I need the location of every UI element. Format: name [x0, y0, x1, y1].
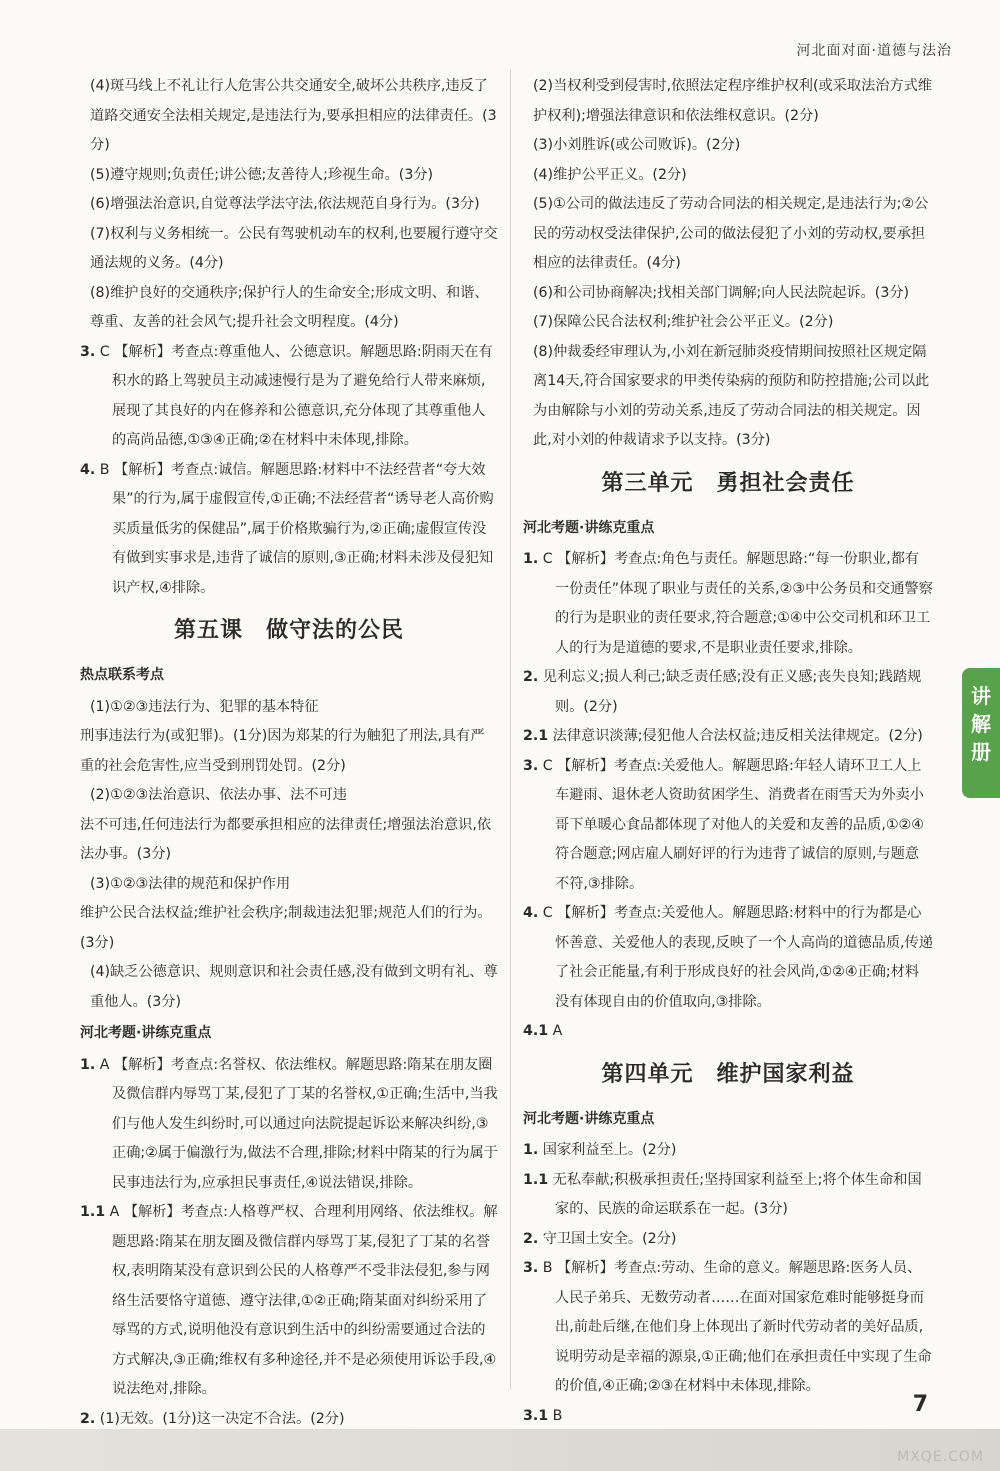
answer-paragraph: 法不可违,任何违法行为都要承担相应的法律责任;增强法治意识,依法办事。(3分)	[80, 816, 492, 862]
answer-text: C 【解析】考查点:角色与责任。解题思路:“每一份职业,都有一份责任”体现了职业与责任的关系,②③中公务员和交通警察的行为是职业的责任要求,符合题意;①④中公交司机和环卫工人的行为是道德的要求,不是职业责任要求,排除。	[538, 551, 933, 656]
answer-text: C 【解析】考查点:关爱他人。解题思路:年轻人请环卫工人上车避雨、退休老人资助贫困学生、消费者在雨雪天为外卖小哥下单暖心食品都体现了对他人的关爱和友善的品质,①②④符合题意;网店雇人刷好评的行为违背了诚信的原则,与题意不符,③排除。	[538, 757, 924, 892]
running-header: 河北面对面·道德与法治	[796, 43, 952, 59]
question-number: 1.	[523, 551, 539, 567]
answer-paragraph: (8)仲裁委经审理认为,小刘在新冠肺炎疫情期间按照社区规定隔离14天,符合国家要求的甲类传染病的预防和防控措施;公司以此为由解除与小刘的劳动关系,违反了劳动合同法的相关规定。因此,对小刘的仲裁请求予以支持。(3分)	[533, 343, 930, 448]
question-number: 1.	[80, 1056, 96, 1073]
answer-text: A 【解析】考查点:人格尊严权、合理利用网络、依法维权。解题思路:隋某在朋友圈及微信群内辱骂丁某,侵犯了丁某的名誉权,表明隋某没有意识到公民的人格尊严不受非法侵犯,参与网络生活要恪守道德、遵守法律,①②正确;隋某面对纠纷采用了辱骂的方式,说明他没有意识到生活中的纠纷需要通过合法的方式解决,③正确;维权有多种途径,并不是必须使用诉讼手段,④说法绝对,排除。	[105, 1204, 498, 1397]
watermark: MXQE.COM	[897, 1449, 984, 1465]
question-number: 2.	[80, 1410, 96, 1427]
left-column	[80, 72, 498, 1434]
answer-item	[523, 722, 933, 752]
subsection-label: 河北考题·讲练克重点	[523, 1110, 655, 1127]
answer-text: A 【解析】考查点:名誉权、依法维权。解题思路:隋某在朋友圈及微信群内辱骂丁某,侵犯了丁某的名誉权,①正确;生活中,当我们与他人发生纠纷时,可以通过向法院提起诉讼来解决纠纷,③正确;②属于偏激行为,做法不合理,排除;材料中隋某的行为属于民事违法行为,应承担民事责任,④说法错误,排除。	[95, 1056, 498, 1191]
answer-text: A	[548, 1023, 563, 1039]
question-number: 2.	[523, 669, 539, 685]
question-number: 1.1	[523, 1171, 549, 1188]
question-number: 3.1	[523, 1407, 549, 1424]
answer-paragraph: (2)①②③法治意识、依法办事、法不可违	[90, 787, 347, 803]
answer-paragraph: 维护公民合法权益;维护社会秩序;制裁违法犯罪;规范人们的行为。(3分)	[80, 905, 492, 951]
question-number: 4.	[523, 905, 539, 921]
answer-item	[523, 1254, 933, 1402]
answer-item	[523, 899, 933, 1017]
answer-item	[80, 1198, 498, 1405]
question-number: 4.	[80, 461, 96, 478]
question-number: 1.1	[80, 1204, 106, 1220]
answer-item	[523, 1017, 933, 1047]
question-number: 2.	[523, 1230, 539, 1247]
section-tab[interactable]	[962, 668, 1000, 798]
answer-item	[80, 456, 498, 604]
answer-item	[523, 752, 933, 900]
subsection-label: 河北考题·讲练克重点	[523, 519, 655, 536]
section-tab-char: 册	[971, 740, 991, 764]
footer-bar	[0, 1429, 1000, 1471]
answer-text: (1)无效。(1分)这一决定不合法。(2分)	[95, 1410, 345, 1427]
answer-paragraph: (7)权利与义务相统一。公民有驾驶机动车的权利,也要履行遵守交通法规的义务。(4分)	[90, 225, 498, 271]
section-heading: 第五课 做守法的公民	[173, 618, 404, 643]
answer-item	[80, 338, 498, 456]
answer-item	[523, 1225, 933, 1255]
answer-item	[523, 545, 933, 663]
subsection-label: 河北考题·讲练克重点	[80, 1025, 212, 1041]
question-number: 1.	[523, 1142, 539, 1158]
page-number: 7	[912, 1392, 928, 1417]
subsection-label: 热点联系考点	[80, 667, 164, 683]
answer-text: C 【解析】考查点:尊重他人、公德意识。解题思路:阴雨天在有积水的路上驾驶员主动减速慢行是为了避免给行人带来麻烦,展现了其良好的内在修养和公德意识,充分体现了其尊重他人的高尚品德,①③④正确;②在材料中未体现,排除。	[95, 343, 493, 448]
answer-item	[523, 1402, 933, 1432]
section-tab-char: 讲	[971, 684, 991, 708]
answer-text: B 【解析】考查点:诚信。解题思路:材料中不法经营者“夸大效果”的行为,属于虚假宣传,①正确;不法经营者“诱导老人高价购买质量低劣的保健品”,属于价格欺骗行为,②正确;虚假宣传没有做到实事求是,违背了诚信的原则,③正确;材料未涉及侵犯知识产权,④排除。	[95, 461, 494, 596]
answer-paragraph: (5)①公司的做法违反了劳动合同法的相关规定,是违法行为;②公民的劳动权受法律保护,公司的做法侵犯了小刘的劳动权,要承担相应的法律责任。(4分)	[533, 196, 929, 271]
answer-paragraph: (2)当权利受到侵害时,依照法定程序维护权利(或采取法治方式维护权利);增强法律意识和依法维权意识。(2分)	[533, 78, 933, 124]
section-heading: 第三单元 勇担社会责任	[601, 470, 855, 496]
answer-paragraph: (7)保障公民合法权利;维护社会公平正义。(2分)	[533, 314, 834, 330]
answer-text: 见利忘义;损人利己;缺乏责任感;没有正义感;丧失良知;践踏规则。(2分)	[538, 669, 922, 715]
answer-paragraph: (6)和公司协商解决;找相关部门调解;向人民法院起诉。(3分)	[533, 284, 910, 301]
answer-text: 守卫国土安全。(2分)	[538, 1230, 677, 1247]
answer-text: B	[548, 1407, 563, 1424]
question-number: 4.1	[523, 1023, 549, 1039]
section-tab-char: 解	[971, 712, 991, 736]
answer-text: 法律意识淡薄;侵犯他人合法权益;违反相关法律规定。(2分)	[548, 728, 923, 744]
answer-text: 无私奉献;积极承担责任;坚持国家利益至上;将个体生命和国家的、民族的命运联系在一起。(3分)	[548, 1171, 922, 1217]
answer-item	[523, 663, 933, 722]
question-number: 2.1	[523, 728, 549, 744]
question-number: 3.	[523, 1260, 539, 1276]
section-heading: 第四单元 维护国家利益	[601, 1061, 855, 1087]
question-number: 3.	[523, 757, 539, 774]
right-column	[523, 72, 933, 1431]
answer-paragraph: (8)维护良好的交通秩序;保护行人的生命安全;形成文明、和谐、尊重、友善的社会风气;提升社会文明程度。(4分)	[90, 284, 489, 330]
answer-paragraph: (1)①②③违法行为、犯罪的基本特征	[90, 698, 319, 715]
answer-paragraph: (5)遵守规则;负责任;讲公德;友善待人;珍视生命。(3分)	[90, 166, 434, 183]
answer-paragraph: (4)斑马线上不礼让行人危害公共交通安全,破坏公共秩序,违反了道路交通安全法相关规定,是违法行为,要承担相应的法律责任。(3分)	[90, 78, 497, 153]
answer-paragraph: (4)维护公平正义。(2分)	[533, 166, 687, 183]
answer-item	[80, 1051, 498, 1199]
answer-paragraph: (3)①②③法律的规范和保护作用	[90, 875, 291, 892]
answer-text: C 【解析】考查点:关爱他人。解题思路:材料中的行为都是心怀善意、关爱他人的表现,反映了一个人高尚的道德品质,传递了社会正能量,有利于形成良好的社会风尚,①②④正确;材料没有体现自由的价值取向,③排除。	[538, 905, 933, 1010]
answer-paragraph: 刑事违法行为(或犯罪)。(1分)因为郑某的行为触犯了刑法,具有严重的社会危害性,应当受到刑罚处罚。(2分)	[80, 728, 485, 774]
question-number: 3.	[80, 343, 96, 360]
column-divider	[510, 70, 511, 1390]
answer-item	[523, 1166, 933, 1225]
answer-paragraph: (4)缺乏公德意识、规则意识和社会责任感,没有做到文明有礼、尊重他人。(3分)	[90, 964, 498, 1010]
answer-text: 国家利益至上。(2分)	[538, 1142, 677, 1158]
answer-paragraph: (3)小刘胜诉(或公司败诉)。(2分)	[533, 137, 741, 153]
answer-paragraph: (6)增强法治意识,自觉尊法学法守法,依法规范自身行为。(3分)	[90, 196, 480, 212]
answer-item	[523, 1136, 933, 1166]
answer-text: B 【解析】考查点:劳动、生命的意义。解题思路:医务人员、人民子弟兵、无数劳动者……在面对国家危难时能够挺身而出,前赴后继,在他们身上体现出了新时代劳动者的美好品质,说明劳动是幸福的源泉,①正确;他们在承担责任中实现了生命的价值,④正确;②③在材料中未体现,排除。	[538, 1260, 932, 1394]
